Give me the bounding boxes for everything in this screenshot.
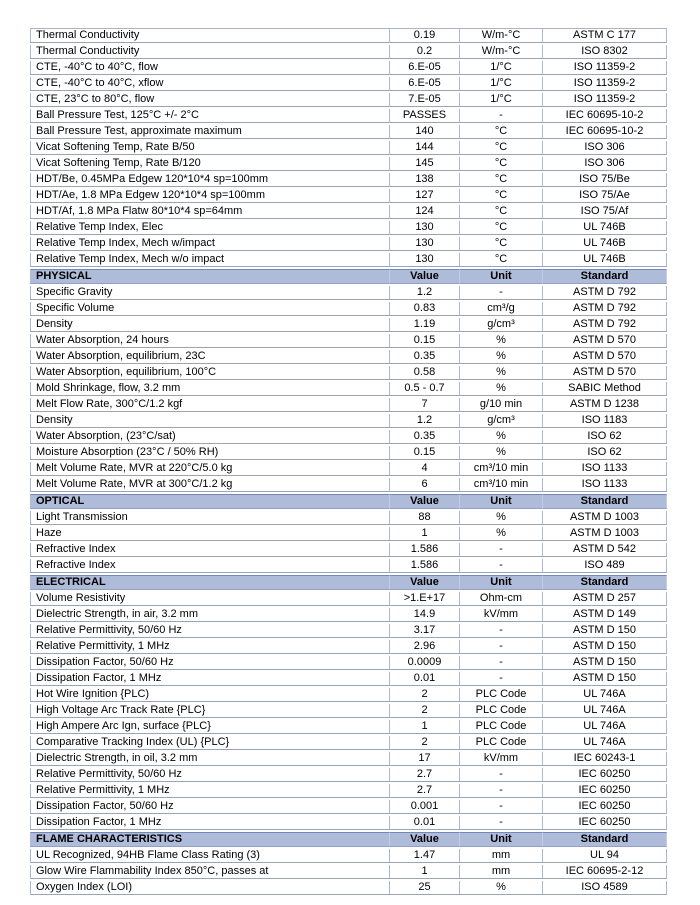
value-cell: 3.17 (390, 624, 460, 638)
standard-cell: ISO 489 (543, 559, 667, 573)
unit-cell: % (460, 446, 543, 460)
property-name-cell: Refractive Index (30, 543, 390, 557)
value-cell: 144 (390, 141, 460, 155)
unit-cell: W/m-°C (460, 45, 543, 59)
property-row (30, 688, 667, 702)
standard-cell: IEC 60250 (543, 800, 667, 814)
property-row (30, 414, 667, 428)
value-cell: 7.E-05 (390, 93, 460, 107)
property-row (30, 816, 667, 830)
unit-cell: cm³/10 min (460, 478, 543, 492)
unit-cell: % (460, 334, 543, 348)
standard-cell: ISO 306 (543, 157, 667, 171)
standard-cell: ASTM D 1238 (543, 398, 667, 412)
unit-cell: - (460, 816, 543, 830)
standard-column-header: Standard (543, 832, 667, 847)
value-cell: 0.35 (390, 350, 460, 364)
property-name-cell: HDT/Ae, 1.8 MPa Edgew 120*10*4 sp=100mm (30, 189, 390, 203)
value-cell: 88 (390, 511, 460, 525)
property-name-cell: Relative Temp Index, Elec (30, 221, 390, 235)
unit-cell: 1/°C (460, 77, 543, 91)
section-header-row (30, 494, 667, 509)
unit-cell: - (460, 543, 543, 557)
value-cell: 140 (390, 125, 460, 139)
standard-cell: IEC 60695-10-2 (543, 109, 667, 123)
value-cell: 0.01 (390, 816, 460, 830)
standard-cell: ASTM D 542 (543, 543, 667, 557)
standard-cell: ISO 11359-2 (543, 61, 667, 75)
property-name-cell: CTE, -40°C to 40°C, xflow (30, 77, 390, 91)
property-name-cell: CTE, -40°C to 40°C, flow (30, 61, 390, 75)
value-cell: 1.586 (390, 543, 460, 557)
unit-cell: g/10 min (460, 398, 543, 412)
unit-column-header: Unit (460, 832, 543, 847)
property-name-cell: Vicat Softening Temp, Rate B/120 (30, 157, 390, 171)
section-header-row (30, 269, 667, 284)
value-cell: 0.19 (390, 28, 460, 43)
unit-cell: - (460, 286, 543, 300)
value-cell: 0.01 (390, 672, 460, 686)
property-row (30, 430, 667, 444)
property-name-cell: Ball Pressure Test, approximate maximum (30, 125, 390, 139)
property-name-cell: Refractive Index (30, 559, 390, 573)
standard-cell: ASTM D 570 (543, 350, 667, 364)
unit-cell: - (460, 800, 543, 814)
unit-cell: 1/°C (460, 61, 543, 75)
property-name-cell: UL Recognized, 94HB Flame Class Rating (3) (30, 849, 390, 863)
value-cell: 7 (390, 398, 460, 412)
property-row (30, 656, 667, 670)
value-column-header: Value (390, 575, 460, 590)
unit-cell: °C (460, 189, 543, 203)
value-cell: 6 (390, 478, 460, 492)
property-row (30, 141, 667, 155)
property-name-cell: Relative Permittivity, 50/60 Hz (30, 624, 390, 638)
standard-cell: ASTM D 570 (543, 334, 667, 348)
standard-cell: UL 746B (543, 253, 667, 267)
property-row (30, 366, 667, 380)
section-title-cell: ELECTRICAL (30, 575, 390, 590)
standard-cell: UL 746A (543, 704, 667, 718)
value-cell: 0.58 (390, 366, 460, 380)
property-row (30, 624, 667, 638)
value-cell: 0.15 (390, 446, 460, 460)
property-name-cell: Comparative Tracking Index (UL) {PLC} (30, 736, 390, 750)
property-name-cell: Relative Temp Index, Mech w/o impact (30, 253, 390, 267)
property-row (30, 189, 667, 203)
property-name-cell: Glow Wire Flammability Index 850°C, passes at (30, 865, 390, 879)
standard-column-header: Standard (543, 269, 667, 284)
property-row (30, 237, 667, 251)
property-name-cell: Ball Pressure Test, 125°C +/- 2°C (30, 109, 390, 123)
unit-cell: - (460, 624, 543, 638)
standard-cell: UL 94 (543, 849, 667, 863)
property-row (30, 221, 667, 235)
standard-cell: ASTM D 150 (543, 672, 667, 686)
value-cell: 0.35 (390, 430, 460, 444)
unit-cell: - (460, 640, 543, 654)
property-name-cell: Dissipation Factor, 50/60 Hz (30, 656, 390, 670)
value-cell: 1.586 (390, 559, 460, 573)
property-name-cell: Dissipation Factor, 50/60 Hz (30, 800, 390, 814)
unit-cell: g/cm³ (460, 318, 543, 332)
value-cell: 2 (390, 736, 460, 750)
property-name-cell: Dielectric Strength, in air, 3.2 mm (30, 608, 390, 622)
standard-cell: IEC 60250 (543, 816, 667, 830)
property-row (30, 205, 667, 219)
property-row (30, 446, 667, 460)
property-row (30, 527, 667, 541)
unit-cell: mm (460, 865, 543, 879)
value-cell: 17 (390, 752, 460, 766)
unit-cell: g/cm³ (460, 414, 543, 428)
standard-cell: IEC 60695-2-12 (543, 865, 667, 879)
unit-cell: °C (460, 253, 543, 267)
property-name-cell: Density (30, 414, 390, 428)
value-cell: 1 (390, 527, 460, 541)
property-name-cell: Specific Gravity (30, 286, 390, 300)
property-row (30, 462, 667, 476)
unit-cell: °C (460, 157, 543, 171)
unit-cell: - (460, 656, 543, 670)
property-table-body (30, 28, 667, 895)
standard-cell: ASTM D 149 (543, 608, 667, 622)
value-cell: 1 (390, 865, 460, 879)
property-row (30, 511, 667, 525)
property-row (30, 800, 667, 814)
standard-cell: ASTM D 150 (543, 624, 667, 638)
value-cell: 138 (390, 173, 460, 187)
value-cell: 1.19 (390, 318, 460, 332)
property-name-cell: Dielectric Strength, in oil, 3.2 mm (30, 752, 390, 766)
value-column-header: Value (390, 832, 460, 847)
property-row (30, 173, 667, 187)
property-row (30, 109, 667, 123)
property-row (30, 45, 667, 59)
standard-cell: ISO 75/Ae (543, 189, 667, 203)
unit-cell: °C (460, 221, 543, 235)
unit-column-header: Unit (460, 494, 543, 509)
value-cell: 14.9 (390, 608, 460, 622)
unit-cell: % (460, 350, 543, 364)
value-cell: 124 (390, 205, 460, 219)
property-row (30, 720, 667, 734)
standard-column-header: Standard (543, 575, 667, 590)
value-cell: 25 (390, 881, 460, 895)
unit-cell: % (460, 527, 543, 541)
property-name-cell: Water Absorption, equilibrium, 23C (30, 350, 390, 364)
value-cell: 0.0009 (390, 656, 460, 670)
unit-cell: °C (460, 173, 543, 187)
property-name-cell: Light Transmission (30, 511, 390, 525)
property-name-cell: Thermal Conductivity (30, 45, 390, 59)
property-row (30, 93, 667, 107)
property-name-cell: HDT/Be, 0.45MPa Edgew 120*10*4 sp=100mm (30, 173, 390, 187)
property-row (30, 157, 667, 171)
property-row (30, 253, 667, 267)
standard-cell: ISO 306 (543, 141, 667, 155)
value-column-header: Value (390, 494, 460, 509)
unit-cell: - (460, 559, 543, 573)
property-name-cell: Water Absorption, (23°C/sat) (30, 430, 390, 444)
property-row (30, 318, 667, 332)
value-cell: 2 (390, 704, 460, 718)
property-name-cell: Thermal Conductivity (30, 28, 390, 43)
standard-cell: ISO 11359-2 (543, 77, 667, 91)
property-row (30, 736, 667, 750)
value-cell: 6.E-05 (390, 77, 460, 91)
value-cell: 2.96 (390, 640, 460, 654)
standard-cell: UL 746B (543, 237, 667, 251)
standard-cell: ASTM D 150 (543, 640, 667, 654)
unit-cell: 1/°C (460, 93, 543, 107)
unit-cell: cm³/g (460, 302, 543, 316)
standard-cell: ISO 11359-2 (543, 93, 667, 107)
value-cell: 1.47 (390, 849, 460, 863)
unit-cell: - (460, 672, 543, 686)
standard-cell: UL 746A (543, 688, 667, 702)
value-cell: PASSES (390, 109, 460, 123)
unit-cell: % (460, 881, 543, 895)
standard-column-header: Standard (543, 494, 667, 509)
property-name-cell: Dissipation Factor, 1 MHz (30, 816, 390, 830)
unit-cell: °C (460, 125, 543, 139)
property-row (30, 768, 667, 782)
property-row (30, 672, 667, 686)
section-title-cell: FLAME CHARACTERISTICS (30, 832, 390, 847)
property-name-cell: Hot Wire Ignition {PLC) (30, 688, 390, 702)
unit-cell: °C (460, 141, 543, 155)
value-cell: 0.83 (390, 302, 460, 316)
property-name-cell: Mold Shrinkage, flow, 3.2 mm (30, 382, 390, 396)
unit-cell: % (460, 382, 543, 396)
value-cell: 127 (390, 189, 460, 203)
standard-cell: ASTM D 257 (543, 592, 667, 606)
standard-cell: ASTM D 792 (543, 318, 667, 332)
standard-cell: ISO 62 (543, 430, 667, 444)
property-name-cell: Density (30, 318, 390, 332)
unit-cell: kV/mm (460, 752, 543, 766)
property-row (30, 350, 667, 364)
value-column-header: Value (390, 269, 460, 284)
property-row (30, 881, 667, 895)
section-header-row (30, 575, 667, 590)
standard-cell: ASTM D 150 (543, 656, 667, 670)
property-name-cell: Water Absorption, equilibrium, 100°C (30, 366, 390, 380)
section-header-row (30, 832, 667, 847)
unit-column-header: Unit (460, 575, 543, 590)
unit-cell: kV/mm (460, 608, 543, 622)
unit-cell: % (460, 430, 543, 444)
unit-cell: mm (460, 849, 543, 863)
unit-cell: °C (460, 237, 543, 251)
property-name-cell: Water Absorption, 24 hours (30, 334, 390, 348)
value-cell: 4 (390, 462, 460, 476)
property-name-cell: HDT/Af, 1.8 MPa Flatw 80*10*4 sp=64mm (30, 205, 390, 219)
unit-cell: PLC Code (460, 720, 543, 734)
value-cell: 1.2 (390, 414, 460, 428)
property-row (30, 608, 667, 622)
unit-cell: cm³/10 min (460, 462, 543, 476)
value-cell: >1.E+17 (390, 592, 460, 606)
unit-cell: - (460, 768, 543, 782)
property-row (30, 704, 667, 718)
standard-cell: ASTM C 177 (543, 28, 667, 43)
property-row (30, 334, 667, 348)
property-name-cell: Specific Volume (30, 302, 390, 316)
value-cell: 2.7 (390, 768, 460, 782)
standard-cell: ASTM D 1003 (543, 527, 667, 541)
unit-cell: PLC Code (460, 704, 543, 718)
standard-cell: ISO 75/Be (543, 173, 667, 187)
property-name-cell: Melt Flow Rate, 300°C/1.2 kgf (30, 398, 390, 412)
value-cell: 0.001 (390, 800, 460, 814)
unit-column-header: Unit (460, 269, 543, 284)
standard-cell: IEC 60243-1 (543, 752, 667, 766)
property-row (30, 28, 667, 43)
value-cell: 0.15 (390, 334, 460, 348)
section-title-cell: PHYSICAL (30, 269, 390, 284)
property-row (30, 478, 667, 492)
standard-cell: ASTM D 792 (543, 302, 667, 316)
section-title-cell: OPTICAL (30, 494, 390, 509)
property-name-cell: CTE, 23°C to 80°C, flow (30, 93, 390, 107)
value-cell: 130 (390, 253, 460, 267)
standard-cell: ISO 8302 (543, 45, 667, 59)
value-cell: 2 (390, 688, 460, 702)
unit-cell: °C (460, 205, 543, 219)
standard-cell: ISO 1183 (543, 414, 667, 428)
value-cell: 0.5 - 0.7 (390, 382, 460, 396)
property-name-cell: Relative Temp Index, Mech w/impact (30, 237, 390, 251)
value-cell: 1 (390, 720, 460, 734)
property-name-cell: Moisture Absorption (23°C / 50% RH) (30, 446, 390, 460)
standard-cell: ASTM D 570 (543, 366, 667, 380)
property-name-cell: Haze (30, 527, 390, 541)
property-row (30, 125, 667, 139)
standard-cell: ASTM D 1003 (543, 511, 667, 525)
property-name-cell: Oxygen Index (LOI) (30, 881, 390, 895)
property-row (30, 640, 667, 654)
property-row (30, 77, 667, 91)
property-row (30, 752, 667, 766)
standard-cell: ISO 75/Af (543, 205, 667, 219)
standard-cell: IEC 60250 (543, 768, 667, 782)
property-name-cell: Relative Permittivity, 50/60 Hz (30, 768, 390, 782)
value-cell: 145 (390, 157, 460, 171)
property-row (30, 865, 667, 879)
standard-cell: ISO 1133 (543, 478, 667, 492)
value-cell: 0.2 (390, 45, 460, 59)
unit-cell: - (460, 109, 543, 123)
property-row (30, 849, 667, 863)
property-row (30, 382, 667, 396)
property-row (30, 543, 667, 557)
unit-cell: % (460, 511, 543, 525)
standard-cell: UL 746B (543, 221, 667, 235)
value-cell: 1.2 (390, 286, 460, 300)
unit-cell: PLC Code (460, 688, 543, 702)
property-table (30, 26, 667, 897)
property-row (30, 784, 667, 798)
unit-cell: PLC Code (460, 736, 543, 750)
value-cell: 2.7 (390, 784, 460, 798)
standard-cell: ISO 4589 (543, 881, 667, 895)
unit-cell: - (460, 784, 543, 798)
property-row (30, 559, 667, 573)
property-name-cell: Vicat Softening Temp, Rate B/50 (30, 141, 390, 155)
standard-cell: UL 746A (543, 736, 667, 750)
property-name-cell: Melt Volume Rate, MVR at 220°C/5.0 kg (30, 462, 390, 476)
property-name-cell: High Ampere Arc Ign, surface {PLC} (30, 720, 390, 734)
standard-cell: ISO 1133 (543, 462, 667, 476)
standard-cell: SABIC Method (543, 382, 667, 396)
property-name-cell: Relative Permittivity, 1 MHz (30, 784, 390, 798)
property-name-cell: High Voltage Arc Track Rate {PLC} (30, 704, 390, 718)
value-cell: 130 (390, 221, 460, 235)
standard-cell: ASTM D 792 (543, 286, 667, 300)
unit-cell: W/m-°C (460, 28, 543, 43)
unit-cell: % (460, 366, 543, 380)
standard-cell: IEC 60250 (543, 784, 667, 798)
property-name-cell: Relative Permittivity, 1 MHz (30, 640, 390, 654)
property-row (30, 398, 667, 412)
value-cell: 130 (390, 237, 460, 251)
value-cell: 6.E-05 (390, 61, 460, 75)
unit-cell: Ohm-cm (460, 592, 543, 606)
property-name-cell: Dissipation Factor, 1 MHz (30, 672, 390, 686)
standard-cell: UL 746A (543, 720, 667, 734)
property-name-cell: Volume Resistivity (30, 592, 390, 606)
property-name-cell: Melt Volume Rate, MVR at 300°C/1.2 kg (30, 478, 390, 492)
property-row (30, 592, 667, 606)
property-row (30, 302, 667, 316)
property-row (30, 286, 667, 300)
standard-cell: IEC 60695-10-2 (543, 125, 667, 139)
property-row (30, 61, 667, 75)
standard-cell: ISO 62 (543, 446, 667, 460)
